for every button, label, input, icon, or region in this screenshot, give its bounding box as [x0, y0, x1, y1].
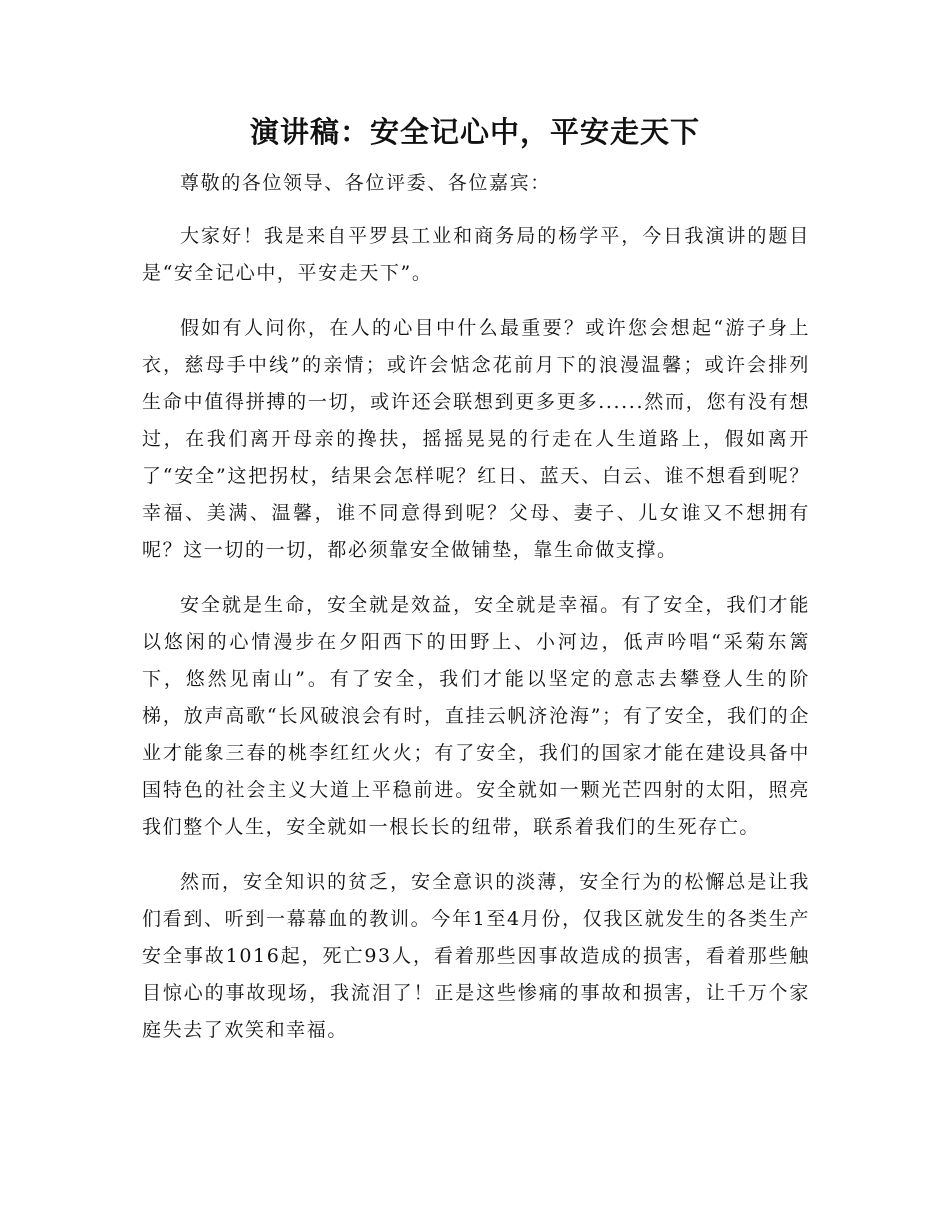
body-paragraph: 然而，安全知识的贫乏，安全意识的淡薄，安全行为的松懈总是让我们看到、听到一幕幕血的教训。今年1至4月份，仅我区就发生的各类生产安全事故1016起，死亡93人，看着那些因事故造成的损害，看着那些触目惊心的事故现场，我流泪了！正是这些惨痛的事故和损害，让千万个家庭失去了欢笑和幸福。 [142, 871, 810, 1041]
intro-paragraph: 大家好！我是来自平罗县工业和商务局的杨学平，今日我演讲的题目是“安全记心中，平安走天下”。 [142, 225, 810, 284]
document-body [142, 165, 810, 1067]
body-paragraph: 假如有人问你，在人的心目中什么最重要？或许您会想起“游子身上衣，慈母手中线”的亲情；或许会惦念花前月下的浪漫温馨；或许会排列生命中值得拼搏的一切，或许还会联想到更多更多......然而，您有没有想过，在我们离开母亲的搀扶，摇摇晃晃的行走在人生道路上，假如离开了“安全”这把拐杖，结果会怎样呢？红日、蓝天、白云、谁不想看到呢？幸福、美满、温馨，谁不同意得到呢？父母、妻子、儿女谁又不想拥有呢？这一切的一切，都必须靠安全做铺垫，靠生命做支撑。 [142, 317, 810, 561]
body-paragraph: 安全就是生命，安全就是效益，安全就是幸福。有了安全，我们才能以悠闲的心情漫步在夕阳西下的田野上、小河边，低声吟唱“采菊东篱下，悠然见南山”。有了安全，我们才能以坚定的意志去攀登人生的阶梯，放声高歌“长风破浪会有时，直挂云帆济沧海”；有了安全，我们的企业才能象三春的桃李红红火火；有了安全，我们的国家才能在建设具备中国特色的社会主义大道上平稳前进。安全就如一颗光芒四射的太阳，照亮我们整个人生，安全就如一根长长的纽带，联系着我们的生死存亡。 [142, 594, 810, 838]
document-title: 演讲稿：安全记心中，平安走天下 [249, 115, 700, 149]
greeting-paragraph: 尊敬的各位领导、各位评委、各位嘉宾： [180, 172, 551, 194]
